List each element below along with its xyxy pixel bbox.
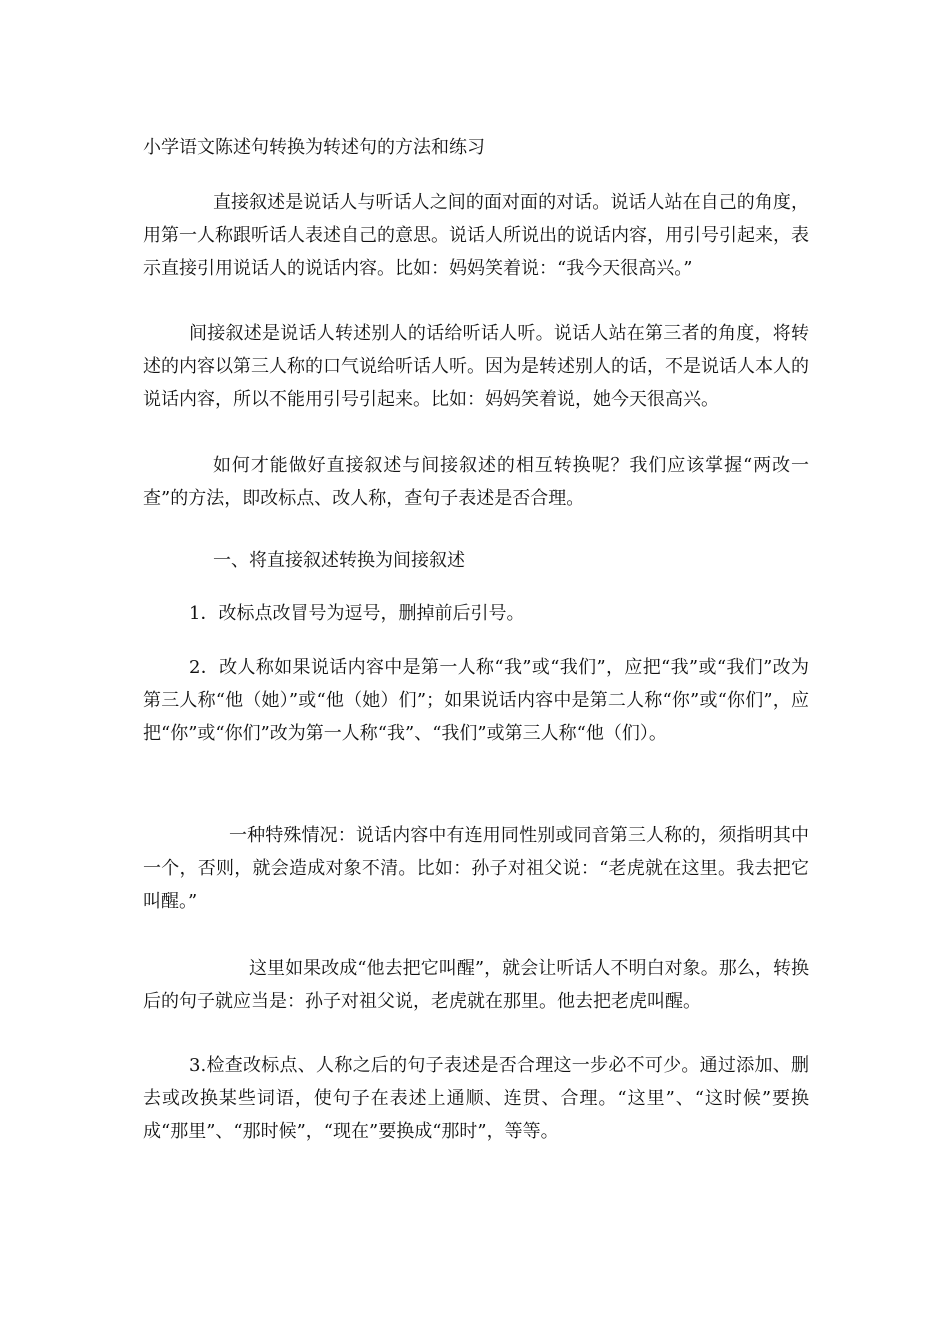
paragraph-conversion-method: 如何才能做好直接叙述与间接叙述的相互转换呢？我们应该掌握“两改一查”的方法，即改标点、改人称，查句子表述是否合理。 xyxy=(143,455,809,509)
step-change-person: 2．改人称如果说话内容中是第一人称“我”或“我们”，应把“我”或“我们”改为第三人称“他（她）”或“他（她）们”；如果说话内容中是第二人称“你”或“你们”，应把“你”或“你们”改为第一人称“我”、“我们”或第三人称“他（们）。 xyxy=(143,657,809,744)
document-title: 小学语文陈述句转换为转述句的方法和练习 xyxy=(143,137,485,158)
paragraph-special-case-explanation: 这里如果改成“他去把它叫醒”，就会让听话人不明白对象。那么，转换后的句子就应当是：孙子对祖父说，老虎就在那里。他去把老虎叫醒。 xyxy=(143,958,809,1012)
paragraph-special-case: 一种特殊情况：说话内容中有连用同性别或同音第三人称的，须指明其中一个，否则，就会造成对象不清。比如：孙子对祖父说：“老虎就在这里。我去把它叫醒。” xyxy=(143,825,809,912)
step-check-expression: 3.检查改标点、人称之后的句子表述是否合理这一步必不可少。通过添加、删去或改换某些词语，使句子在表述上通顺、连贯、合理。“这里”、“这时候”要换成“那里”、“那时候”，“现在”要换成“那时”，等等。 xyxy=(143,1055,809,1142)
paragraph-indirect-narration: 间接叙述是说话人转述别人的话给听话人听。说话人站在第三者的角度，将转述的内容以第三人称的口气说给听话人听。因为是转述别人的话，不是说话人本人的说话内容，所以不能用引号引起来。比如：妈妈笑着说，她今天很高兴。 xyxy=(143,323,809,410)
paragraph-direct-narration: 直接叙述是说话人与听话人之间的面对面的对话。说话人站在自己的角度，用第一人称跟听话人表述自己的意思。说话人所说出的说话内容，用引号引起来，表示直接引用说话人的说话内容。比如：妈妈笑着说：“我今天很高兴。” xyxy=(143,192,809,279)
step-change-punctuation: 1．改标点改冒号为逗号，删掉前后引号。 xyxy=(189,603,525,624)
section-heading-direct-to-indirect: 一、将直接叙述转换为间接叙述 xyxy=(213,550,465,571)
